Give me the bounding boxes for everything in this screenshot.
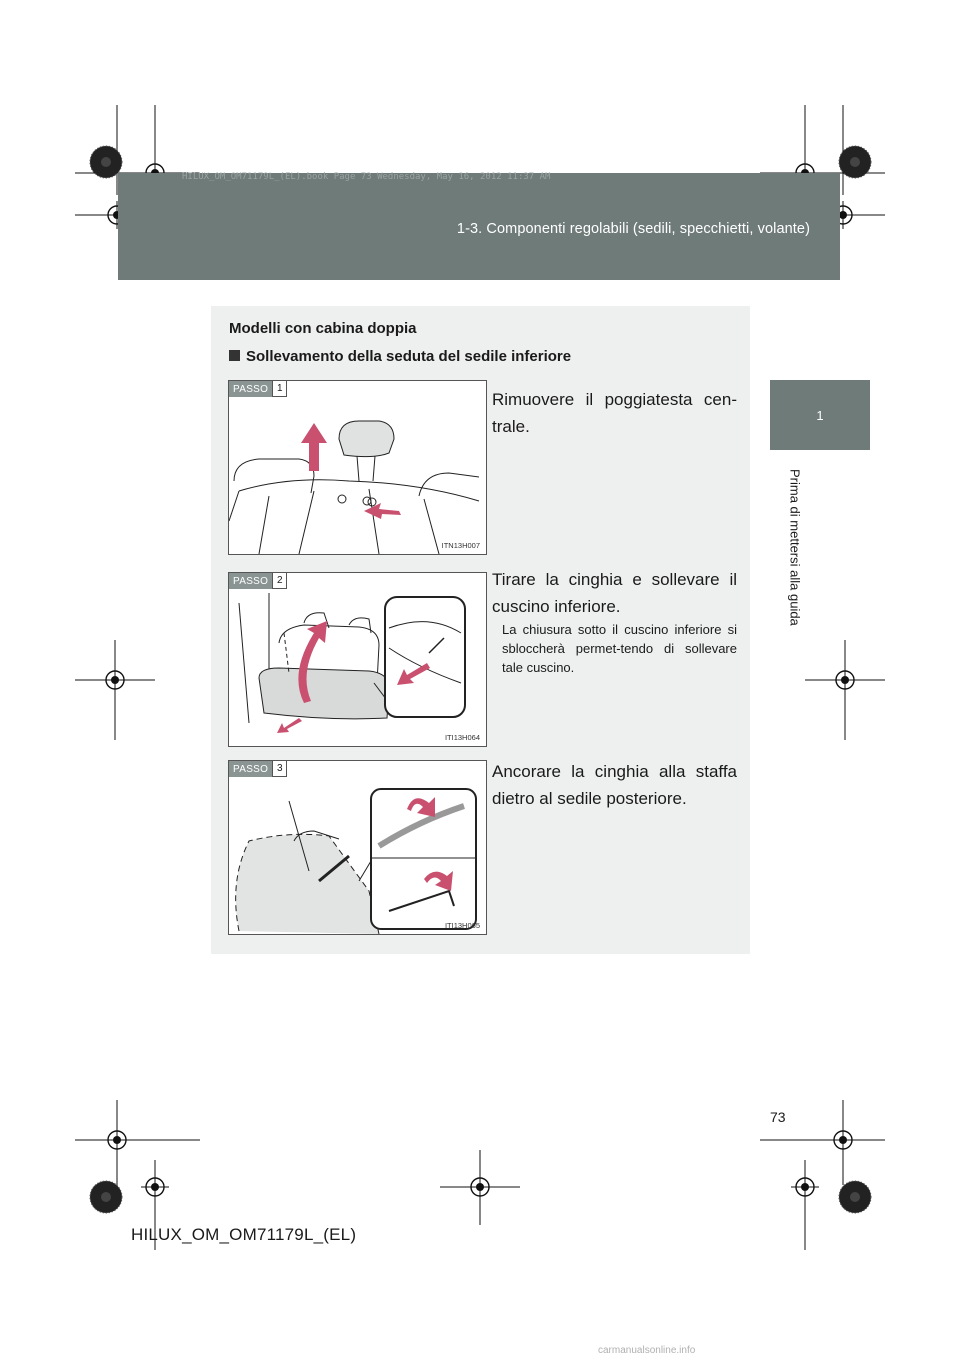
bullet-heading [229,348,571,365]
strap-anchor-illustration [229,761,486,934]
step-1-text: Rimuovere il poggiatesta cen-trale. [492,390,737,436]
watermark: carmanualsonline.info [598,1345,696,1356]
bullet-heading-text: Sollevamento della seduta del sedile inferiore [246,348,572,365]
figure-code: ITI13H065 [444,921,480,930]
step-1-badge [229,381,287,397]
page-number: 73 [770,1109,786,1125]
step-3-text: Ancorare la cinghia alla staffa dietro al sedile posteriore. [492,762,737,808]
document-code: HILUX_OM_OM71179L_(EL) [131,1225,357,1244]
seat-cushion-illustration [229,573,486,746]
step-2-text: Tirare la cinghia e sollevare il cuscino inferiore. [492,570,737,616]
subheading: Modelli con cabina doppia [229,320,417,337]
headrest-illustration [229,381,486,554]
square-bullet-icon [229,350,240,361]
chapter-number: 1 [816,407,824,423]
chapter-title: Prima di mettersi alla guida [787,469,803,626]
step-badge-number: 2 [272,573,287,589]
step-3-badge [229,761,287,777]
step-badge-word: PASSO [229,761,272,777]
step-badge-word: PASSO [229,381,272,397]
section-title: 1-3. Componenti regolabili (sedili, specchietti, volante) [456,221,810,237]
step-badge-number: 1 [272,381,287,397]
step-2-note: La chiusura sotto il cuscino inferiore si sbloccherà permet-tendo di sollevare tale cuscino. [502,622,737,675]
step-2-badge [229,573,287,589]
header-band [118,173,840,280]
step-2-figure [228,572,487,747]
chapter-tab [770,380,870,450]
content-box [211,306,750,954]
figure-code: ITI13H064 [444,733,480,742]
step-badge-number: 3 [272,761,287,777]
step-3-figure [228,760,487,935]
step-1-figure [228,380,487,555]
figure-code: ITN13H007 [441,541,480,550]
book-imprint: HILUX_OM_OM71179L_(EL).book Page 73 Wednesday, May 16, 2012 11:37 AM [182,172,551,182]
step-badge-word: PASSO [229,573,272,589]
